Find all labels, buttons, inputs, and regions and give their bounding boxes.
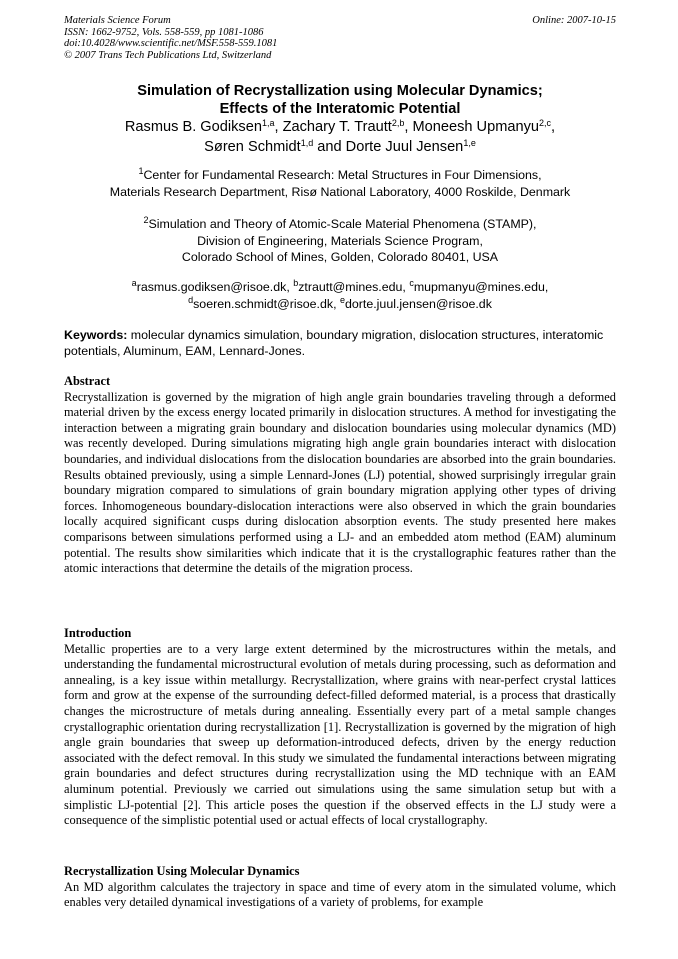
author-sep: and xyxy=(313,139,346,155)
affiliation-sup: 1 xyxy=(138,166,144,176)
author-name: Søren Schmidt xyxy=(204,139,301,155)
email-sup: a xyxy=(131,278,137,288)
author-name: Dorte Juul Jensen xyxy=(345,139,464,155)
author-list xyxy=(64,117,616,157)
email-address[interactable]: rasmus.godiksen@risoe.dk xyxy=(136,280,287,294)
keywords-label: Keywords: xyxy=(64,328,128,342)
recrystallization-md-text: An MD algorithm calculates the trajectory in space and time of every atom in the simulated volume, which enables very detailed dynamical investigations of a variety of problems, for example xyxy=(64,879,616,910)
introduction-text: Metallic properties are to a very large extent determined by the microstructures within the metals, and understanding the fundamental microstructural evolution of metals during processing, such as deformation and annealing, is a key issue within metallurgy. Recrystallization, where grains with near-perfect crystal lattices form and grow at the expense of the surrounding defect-filled deformed material, is a process that drastically changes the microstructure of metals during annealing. Essentially every part of a metal sample changes crystallographic orientation during recrystallization [1]. Recrystallization is governed by the migration of high angle grain boundaries that sweep up deformation-introduced defects, driven by the energy reduction associated with the defect removal. In this study we simulated the fundamental interactions between migrating grain boundaries and defect structures during recrystallization using the MD technique with an EAM aluminum potential. Previously we carried out simulations using the same simulation setup but with a simplistic LJ-potential [2]. This article poses the question if the observed effects in the LJ study were a consequence of the simplistic potential used or actual effects of local crystallography. xyxy=(64,641,616,828)
affiliation-sup: 2 xyxy=(143,215,149,225)
author-line-1 xyxy=(64,117,616,137)
abstract-section xyxy=(64,374,616,577)
affiliation-line xyxy=(64,167,616,184)
title-line-2: Effects of the Interatomic Potential xyxy=(219,101,461,117)
journal-header xyxy=(64,15,616,61)
email-sup: e xyxy=(339,294,345,305)
author-sup: 2,c xyxy=(539,118,552,128)
introduction-section xyxy=(64,626,616,829)
doi-line: doi:10.4028/www.scientific.net/MSF.558-559.1081 xyxy=(64,38,278,49)
affiliation-text: Simulation and Theory of Atomic-Scale Material Phenomena (STAMP), xyxy=(148,217,537,231)
abstract-text: Recrystallization is governed by the migration of high angle grain boundaries traveling through a deformed material driven by the excess energy located primarily in dislocation structures. A method for investigating the interaction between a migrating grain boundary and dislocation boundaries using molecular dynamics (MD) was recently developed. During simulations migrating high angle grain boundaries interact with dislocation boundaries, and individual dislocations from the dislocation boundaries are absorbed into the grain boundaries. Results obtained previously, using a simple Lennard-Jones (LJ) potential, showed surprisingly irregular grain boundary migration compared to simulations of grain boundary migration applying other types of driving forces. Inhomogeneous boundary-dislocation interactions were also observed in which the grain boundaries locally acquired significant cusps during dislocation absorption events. The study presented here makes comparisons between simulations performed using a LJ- and an embedded atom method (EAM) aluminum potential. The results show similarities which indicate that it is the crystallographic features rather than the atomic interactions that determine the details of the migration process. xyxy=(64,389,616,576)
email-sep: , xyxy=(402,280,410,294)
email-sup: b xyxy=(293,278,299,288)
abstract-heading: Abstract xyxy=(64,374,111,388)
author-sup: 1,d xyxy=(300,138,314,148)
author-sep: , xyxy=(404,119,413,135)
affiliation-2 xyxy=(64,216,616,266)
author-sup: 1,e xyxy=(463,138,476,148)
author-line-2 xyxy=(64,137,616,157)
email-sep: , xyxy=(333,296,340,311)
keywords xyxy=(64,327,616,359)
title-line-1: Simulation of Recrystallization using Molecular Dynamics; xyxy=(137,83,543,99)
copyright-line: © 2007 Trans Tech Publications Ltd, Switzerland xyxy=(64,49,272,61)
author-name: Zachary T. Trautt xyxy=(282,119,392,135)
author-name: Rasmus B. Godiksen xyxy=(124,119,262,135)
affiliation-line xyxy=(64,216,616,233)
paper-title xyxy=(64,82,616,118)
affiliation-line: Division of Engineering, Materials Science Program, xyxy=(197,233,483,248)
author-sup: 2,b xyxy=(391,118,405,128)
email-list xyxy=(64,279,616,312)
issn-line: ISSN: 1662-9752, Vols. 558-559, pp 1081-1086 xyxy=(64,26,264,38)
email-address[interactable]: dorte.juul.jensen@risoe.dk xyxy=(345,296,492,311)
author-sup: 1,a xyxy=(261,118,275,128)
email-address[interactable]: soeren.schmidt@risoe.dk xyxy=(193,296,334,311)
email-sup: c xyxy=(409,278,414,288)
keywords-text: molecular dynamics simulation, boundary migration, dislocation structures, interatomic potentials, Aluminum, EAM, Lennard-Jones. xyxy=(64,328,604,358)
affiliation-1 xyxy=(64,167,616,200)
recrystallization-md-section xyxy=(64,864,616,911)
author-sep: , xyxy=(274,119,283,135)
email-address[interactable]: mupmanyu@mines.edu xyxy=(413,280,545,294)
email-sep: , xyxy=(544,280,549,294)
affiliation-text: Center for Fundamental Research: Metal Structures in Four Dimensions, xyxy=(143,168,542,182)
email-sep: , xyxy=(286,280,294,294)
email-line-2 xyxy=(64,296,616,313)
email-sup: d xyxy=(188,294,194,305)
author-sep: , xyxy=(551,119,556,135)
online-date: Online: 2007-10-15 xyxy=(532,15,616,26)
journal-name: Materials Science Forum xyxy=(64,15,171,26)
introduction-heading: Introduction xyxy=(64,626,132,640)
email-address[interactable]: ztrautt@mines.edu xyxy=(298,280,403,294)
affiliation-line: Colorado School of Mines, Golden, Colorado 80401, USA xyxy=(181,250,499,264)
affiliation-line: Materials Research Department, Risø National Laboratory, 4000 Roskilde, Denmark xyxy=(109,184,571,199)
email-line-1 xyxy=(64,279,616,296)
author-name: Moneesh Upmanyu xyxy=(412,119,540,135)
header-top-row xyxy=(64,15,616,27)
recrystallization-md-heading: Recrystallization Using Molecular Dynamics xyxy=(64,864,300,878)
